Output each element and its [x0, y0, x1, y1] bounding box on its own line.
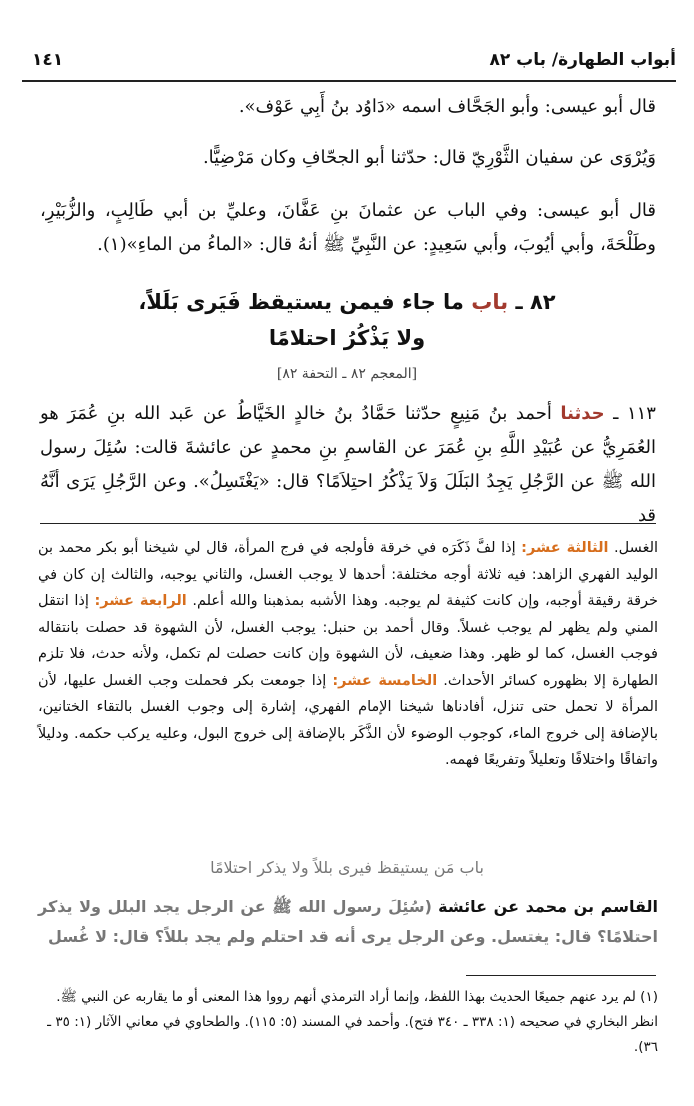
section-text-lead: القاسم بن محمد عن عائشة: [438, 897, 658, 916]
paragraph-abu-issa: قال أبو عيسى: وأبو الجَحَّاف اسمه «دَاوُد بنُ أَبِي عَوْف».: [238, 96, 656, 117]
hadith-text: أحمد بنُ مَنِيعٍ حدّثنا حَمَّادُ بنُ خالدٍ الخَيَّاطُ عن عَبد الله بنِ عُمَرَ هو العُمَرِيُّ عن عُبَيْدِ اللَّهِ بنِ عُمَرَ عن القاسمِ بنِ محمدٍ عن عائشةَ قالت: سُئِلَ رسول الله ﷺ عن الرَّجُلِ يَجِدُ البَلَلَ وَلاَ يَذْكُرُ احتِلاَمًا؟ قال: «يَغْتَسِلُ». وعن الرَّجُلِ يَرَى أنَّهُ قد: [40, 403, 656, 526]
text-thirteenth: إذا لفَّ ذَكَرَه في خرقة فأولجه في فرج المرأة، قال لي شيخنا أبو بكر محمد بن الوليد الفهري الزاهد: فيه ثلاثة أوجه مختلفة: أحدها لا يوجب الغسل، والثاني يوجبه، والثالث إن كان في خرقة رقيقة أوجبه، وإن كانت كثيفة لم يوجبه. وهذا الأشبه بمذهبنا والله أعلم.: [38, 540, 659, 609]
page-number: ١٤١: [32, 50, 64, 70]
label-thirteenth: الثالثة عشر:: [521, 540, 609, 556]
label-fourteenth: الرابعة عشر:: [94, 593, 187, 609]
commentary-lead: الغسل.: [614, 540, 659, 556]
commentary-divider: [40, 523, 656, 524]
footnote-1: [38, 985, 658, 1060]
paragraph-sufyan: وَيُرْوَى عن سفيان الثَّوْرِيّ قال: حدّثنا أبو الجحّافِ وكان مَرْضِيًّا.: [202, 147, 656, 168]
footnote-divider: [466, 975, 656, 976]
commentary-block: [38, 535, 658, 774]
footnote-text: لم يرد عنهم جميعًا الحديث بهذا اللفظ، وإنما أراد الترمذي أنهم رووا هذا المعنى أو ما يقاربه عن النبي ﷺ. انظر البخاري في صحيحه (١: ٣٣٨ ـ ٣٤٠ فتح). وأحمد في المسند (٥: ١١٥). والطحاوي في معاني الآثار (١: ٣٥ ـ ٣٦).: [47, 989, 658, 1055]
chapter-word: باب: [471, 290, 509, 314]
chapter-number: ٨٢ ـ: [515, 290, 556, 314]
text-fourteenth: إذا انتقل المني ولم يظهر لم يوجب غسلاً. وقال أحمد بن حنبل: يوجب الغسل، لأن الشهوة قد حصلت بانتقاله فوجب الغسل، كما لو ظهر. وهذا ضعيف، لأن الشهوة وإن كانت حصلت لم تكمل، ولأنه حدث، فلا تلزم الطهارة إلا بظهوره كسائر الأحداث.: [38, 593, 659, 689]
section-text-quote: (سُئِلَ رسول الله ﷺ عن الرجل يجد البلل ولا يذكر احتلامًا؟ قال: يغتسل. وعن الرجل يرى أنه قد احتلم ولم يجد بللاً؟ قال: لا غُسل: [38, 897, 658, 946]
paragraph-fil-bab: قال أبو عيسى: وفي الباب عن عثمانَ بنِ عَفَّانَ، وعليِّ بن أبي طَالِبٍ، والزُّبَيْرِ، وطَلْحَةَ، وأبي أيُوبَ، وأبي سَعِيدٍ: عن النَّبِيِّ ﷺ أنهُ قال: «الماءُ من الماءِ»(١).: [40, 200, 656, 255]
commentary-section-title: باب مَن يستيقظ فيرى بللاً ولا يذكر احتلامًا: [210, 858, 484, 877]
chapter-title-1: ما جاء فيمن يستيقظ فَيَرى بَلَلاً،: [138, 290, 464, 314]
footnote-marker: (١): [640, 989, 658, 1005]
running-header: [22, 50, 676, 84]
chapter-heading-line1: [40, 285, 654, 319]
hadith-number: ١١٣ ـ: [613, 403, 656, 424]
header-title: أبواب الطهارة/ باب ٨٢: [489, 50, 676, 70]
header-rule: [22, 80, 676, 82]
hadith-label: حدثنا: [560, 403, 605, 424]
label-fifteenth: الخامسة عشر:: [332, 672, 438, 689]
chapter-title-2: ولا يَذْكُرُ احتلامًا: [268, 326, 426, 350]
commentary-section-text: [38, 892, 658, 952]
text-fifteenth: إذا جومعت بكر فحملت وجب الغسل عليها، لأن المرأة لا تحمل حتى تنزل، أفادناها شيخنا الإمام الفهري، إشارة إلى وجوب الغسل بالتقاء الختانين، بالإضافة إلى خروج الماء، كوجوب الوضوء لأن الذَّكَر بالإضافة إلى خروج البول، وعليه يركب حكمه. ودليلاً واتفاقًا واختلافًا وتعليلاً وتفريعًا فهمه.: [38, 672, 658, 768]
chapter-reference: [المعجم ٨٢ ـ التحفة ٨٢]: [276, 366, 418, 382]
hadith-113: [40, 397, 656, 533]
